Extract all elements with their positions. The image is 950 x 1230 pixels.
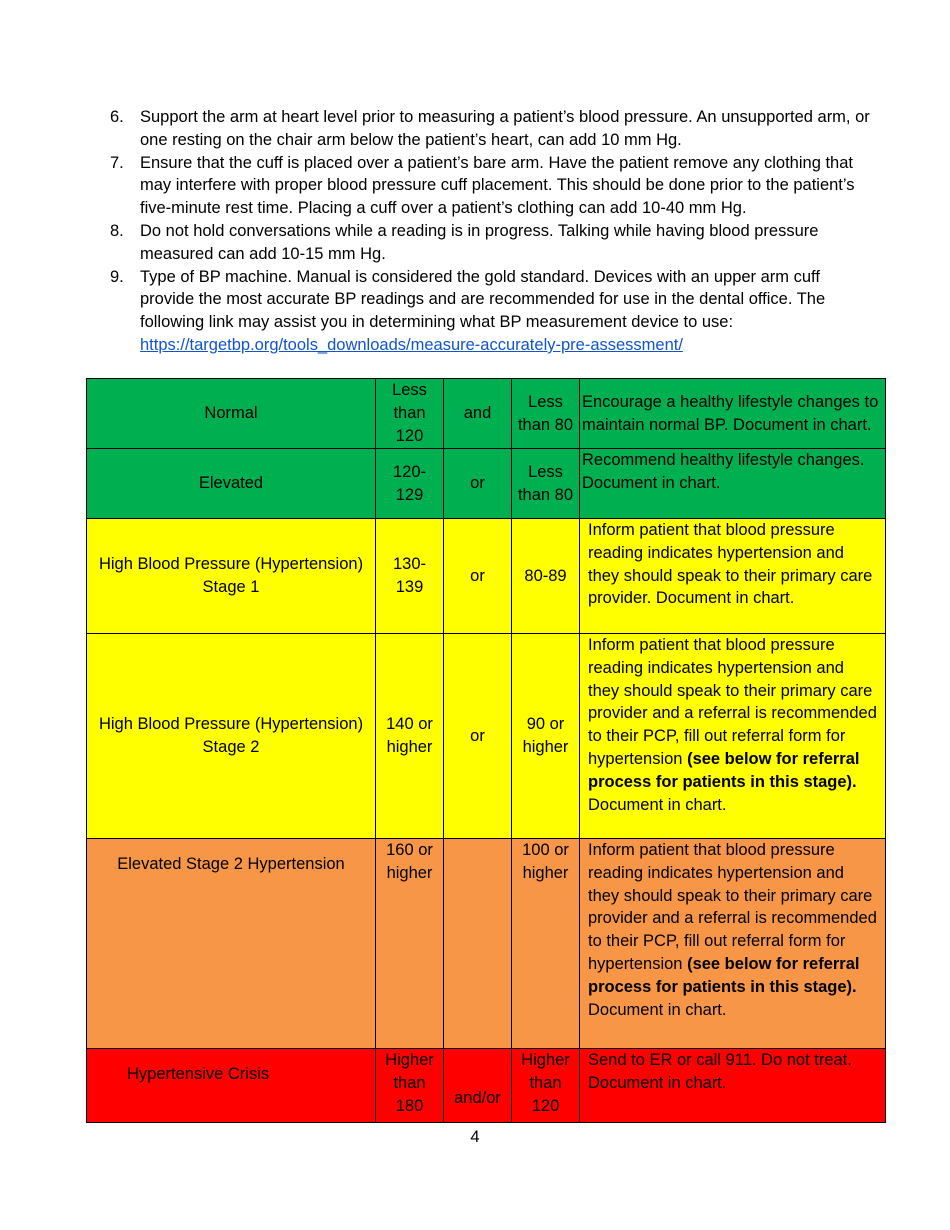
table-row-elevated	[87, 449, 886, 519]
connector-cell: and/or	[444, 1049, 512, 1123]
table-row-elevated-stage2	[87, 839, 886, 1049]
connector-cell: or	[444, 449, 512, 519]
list-item-number: 9.	[110, 267, 124, 286]
diastolic-cell: Less than 80	[512, 379, 580, 449]
list-item-text: Support the arm at heart level prior to measuring a patient’s blood pressure. An unsupported arm, or one resting on the chair arm below the patient’s heart, can add 10 mm Hg.	[140, 108, 870, 149]
diastolic-cell: 90 or higher	[512, 634, 580, 839]
category-cell: High Blood Pressure (Hypertension) Stage 1	[87, 519, 376, 634]
action-cell: Send to ER or call 911. Do not treat. Document in chart.	[580, 1049, 886, 1123]
diastolic-cell: 100 or higher	[512, 839, 580, 1049]
bp-category-table	[86, 378, 886, 1123]
systolic-cell: Less than 120	[376, 379, 444, 449]
action-cell: Recommend healthy lifestyle changes. Document in chart.	[580, 449, 886, 519]
action-text-end: Document in chart.	[588, 1000, 727, 1019]
category-cell: High Blood Pressure (Hypertension) Stage 2	[87, 634, 376, 839]
list-item-text: Ensure that the cuff is placed over a patient’s bare arm. Have the patient remove any clothing that may interfere with proper blood pressure cuff placement. This should be done prior to the patient’s five-minute rest time. Placing a cuff over a patient’s clothing can add 10-40 mm Hg.	[140, 153, 855, 218]
list-item	[110, 266, 870, 357]
table-row-stage2	[87, 634, 886, 839]
table-row-crisis	[87, 1049, 886, 1123]
action-emphasis: (see below for referral process for patients in this stage).	[588, 954, 860, 996]
action-cell	[580, 634, 886, 839]
table-row-normal	[87, 379, 886, 449]
systolic-cell: Higher than 180	[376, 1049, 444, 1123]
action-cell: Inform patient that blood pressure reading indicates hypertension and they should speak to their primary care provider. Document in chart.	[580, 519, 886, 634]
connector-cell: or	[444, 634, 512, 839]
page-number: 4	[470, 1128, 480, 1146]
list-item-text-block	[140, 266, 870, 357]
table-row-stage1	[87, 519, 886, 634]
systolic-cell: 120-129	[376, 449, 444, 519]
action-text: Inform patient that blood pressure reading indicates hypertension and they should speak to their primary care provider and a referral is recommended to their PCP, fill out referral form for hypertension	[588, 636, 877, 768]
list-item-number: 7.	[110, 153, 124, 172]
systolic-cell: 130-139	[376, 519, 444, 634]
category-cell: Elevated	[87, 449, 376, 519]
systolic-cell: 140 or higher	[376, 634, 444, 839]
instruction-list	[110, 106, 870, 357]
category-cell: Normal	[87, 379, 376, 449]
action-cell: Encourage a healthy lifestyle changes to maintain normal BP. Document in chart.	[580, 379, 886, 449]
connector-cell: and	[444, 379, 512, 449]
systolic-cell: 160 or higher	[376, 839, 444, 1049]
list-item	[110, 152, 870, 220]
diastolic-cell: Less than 80	[512, 449, 580, 519]
category-cell: Hypertensive Crisis	[87, 1049, 376, 1123]
list-item-number: 8.	[110, 221, 124, 240]
list-item-text: Type of BP machine. Manual is considered the gold standard. Devices with an upper arm cuff provide the most accurate BP readings and are recommended for use in the dental office. The following link may assist you in determining what BP measurement device to use:	[140, 267, 826, 332]
category-cell: Elevated Stage 2 Hypertension	[87, 839, 376, 1049]
action-text: Inform patient that blood pressure reading indicates hypertension and they should speak to their primary care provider and a referral is recommended to their PCP, fill out referral form for hypertension	[588, 841, 877, 973]
list-item	[110, 220, 870, 266]
list-item-text: Do not hold conversations while a reading is in progress. Talking while having blood pressure measured can add 10-15 mm Hg.	[140, 221, 819, 263]
list-item	[110, 106, 870, 152]
measure-accurately-link[interactable]: https://targetbp.org/tools_downloads/measure-accurately-pre-assessment/	[140, 335, 683, 354]
diastolic-cell: Higher than 120	[512, 1049, 580, 1123]
connector-cell	[444, 839, 512, 1049]
diastolic-cell: 80-89	[512, 519, 580, 634]
action-cell	[580, 839, 886, 1049]
connector-cell: or	[444, 519, 512, 634]
action-text-end: Document in chart.	[588, 795, 727, 814]
action-emphasis: (see below for referral process for patients in this stage).	[588, 749, 860, 791]
list-item-number: 6.	[110, 108, 124, 126]
